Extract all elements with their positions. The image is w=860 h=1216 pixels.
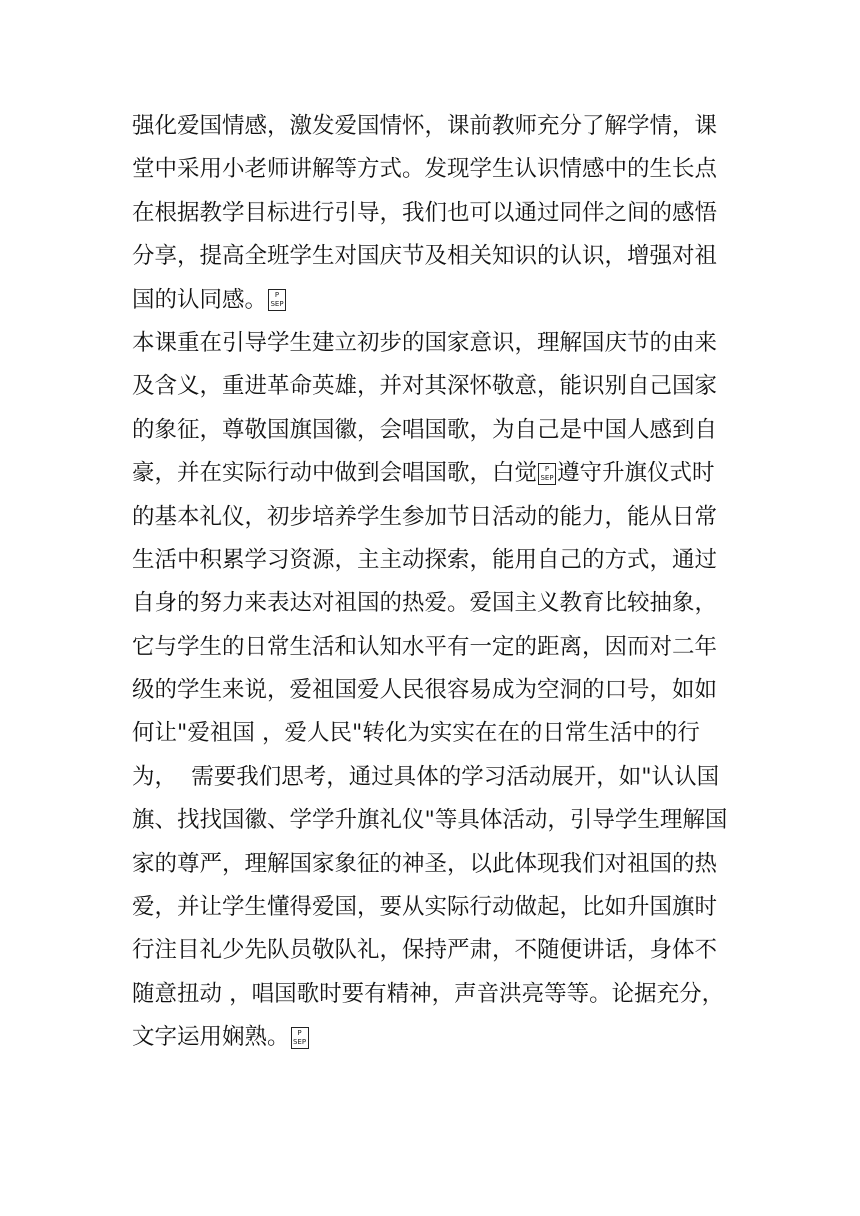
text-line-content: 爱，并让学生懂得爱国，要从实际行动做起，比如升国旗时 xyxy=(132,894,718,921)
text-line-content: 豪，并在实际行动中做到会唱国歌，白觉 xyxy=(132,460,538,487)
paragraph-separator-icon: P SEP xyxy=(268,289,286,311)
text-line-content: 级的学生来说，爱祖国爱人民很容易成为空洞的口号，如如 xyxy=(132,677,718,704)
text-line xyxy=(132,799,732,842)
text-line xyxy=(132,409,732,452)
paragraph-separator-icon: P SEP xyxy=(291,1027,309,1049)
text-line xyxy=(132,452,732,495)
text-line-content: 强化爱国情感，激发爱国情怀，课前教师充分了解学情，课 xyxy=(132,113,718,139)
text-line-content: 家的尊严，理解国家象征的神圣，以此体现我们对祖国的热 xyxy=(132,850,718,877)
text-line xyxy=(132,105,732,148)
text-line-content: 本课重在引导学生建立初步的国家意识，理解国庆节的由来 xyxy=(132,329,718,356)
text-line-content: 及含义，重进革命英雄，并对其深怀敬意，能识别自己国家 xyxy=(132,373,718,400)
text-line xyxy=(132,496,732,539)
text-line xyxy=(132,712,732,755)
document-body xyxy=(132,105,732,1060)
text-line xyxy=(132,929,732,972)
text-line-content: 堂中采用小老师讲解等方式。发现学生认识情感中的生长点 xyxy=(132,156,718,183)
paragraph-separator-icon: P SEP xyxy=(538,463,556,485)
text-line-content: 自身的努力来表达对祖国的热爱。爱国主义教育比较抽象， xyxy=(132,590,718,617)
text-line xyxy=(132,843,732,886)
text-line xyxy=(132,539,732,582)
text-line-content: 旗、找找国徽、学学升旗礼仪"等具体活动，引导学生理解国 xyxy=(132,807,728,834)
text-line xyxy=(132,886,732,929)
text-line xyxy=(132,235,732,278)
text-line xyxy=(132,148,732,191)
text-line-content: 遵守升旗仪式时 xyxy=(557,460,715,487)
text-line-content: 何让"爱祖国 ，爱人民"转化为实实在在的日常生活中的行 xyxy=(132,720,700,747)
text-line-content: 随意扭动 ，唱国歌时要有精神，声音洪亮等等。论据充分， xyxy=(132,980,725,1007)
text-line xyxy=(132,626,732,669)
text-line-content: 的基本礼仪，初步培养学生参加节日活动的能力，能从日常 xyxy=(132,503,718,530)
text-line xyxy=(132,192,732,235)
text-line-content: 在根据教学目标进行引导，我们也可以通过同伴之间的感悟 xyxy=(132,199,718,226)
text-line-content: 为， 需要我们思考，通过具体的学习活动展开，如"认认国 xyxy=(132,763,720,790)
text-line-content: 生活中积累学习资源，主主动探索，能用自己的方式，通过 xyxy=(132,546,718,573)
text-line xyxy=(132,1016,732,1059)
text-line-content: 的象征，尊敬国旗国徽，会唱国歌，为自己是中国人感到自 xyxy=(132,416,718,443)
text-line-content: 行注目礼少先队员敬队礼，保持严肃，不随便讲话，身体不 xyxy=(132,937,718,964)
text-line xyxy=(132,582,732,625)
text-line-content: 分享，提高全班学生对国庆节及相关知识的认识，增强对祖 xyxy=(132,243,718,270)
text-line-content: 文字运用娴熟。 xyxy=(132,1024,290,1051)
text-line xyxy=(132,365,732,408)
text-line xyxy=(132,322,732,365)
text-line xyxy=(132,973,732,1016)
text-line xyxy=(132,756,732,799)
text-line-content: 国的认同感。 xyxy=(132,286,268,313)
text-line-content: 它与学生的日常生活和认知水平有一定的距离，因而对二年 xyxy=(132,633,718,660)
text-line xyxy=(132,669,732,712)
text-line xyxy=(132,279,732,322)
